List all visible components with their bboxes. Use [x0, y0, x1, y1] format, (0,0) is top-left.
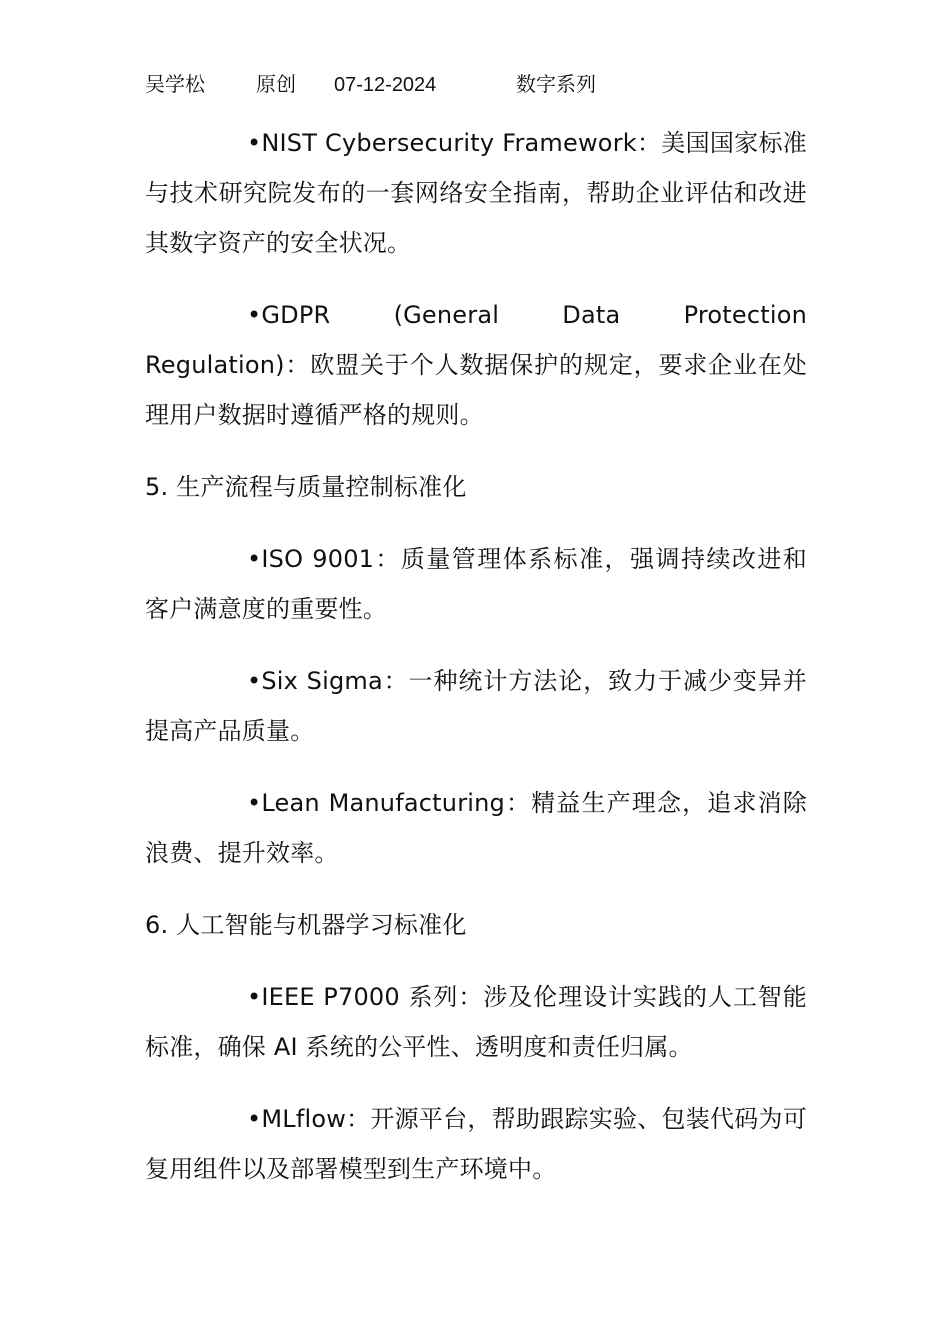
paragraph-six-sigma: •Six Sigma：一种统计方法论，致力于减少变异并提高产品质量。	[145, 667, 807, 745]
paragraph-gap	[145, 268, 807, 290]
paragraph-nist: •NIST Cybersecurity Framework：美国国家标准与技术研究院发布的一套网络安全指南，帮助企业评估和改进其数字资产的安全状况。	[145, 129, 807, 257]
paragraph-gap	[145, 950, 807, 972]
header-series: 数字系列	[516, 74, 596, 96]
paragraph-gap	[145, 634, 807, 656]
paragraph-gap	[145, 512, 807, 534]
section-heading-6: 6. 人工智能与机器学习标准化	[145, 911, 467, 939]
paragraph-gap	[145, 440, 807, 462]
document-body	[145, 118, 807, 1194]
paragraph-lean-manufacturing: •Lean Manufacturing：精益生产理念，追求消除浪费、提升效率。	[145, 789, 807, 867]
paragraph-gdpr: •GDPR (General Data Protection Regulation)：欧盟关于个人数据保护的规定，要求企业在处理用户数据时遵循严格的规则。	[145, 301, 807, 429]
paragraph-gap	[145, 1072, 807, 1094]
header-author: 吴学松	[145, 74, 205, 96]
paragraph-mlflow: •MLflow：开源平台，帮助跟踪实验、包装代码为可复用组件以及部署模型到生产环境中。	[145, 1105, 807, 1183]
header-date: 07-12-2024	[334, 74, 437, 96]
header-type: 原创	[256, 74, 296, 96]
section-heading-5: 5. 生产流程与质量控制标准化	[145, 473, 467, 501]
paragraph-iso9001: •ISO 9001：质量管理体系标准，强调持续改进和客户满意度的重要性。	[145, 545, 807, 623]
page-header	[145, 70, 596, 100]
paragraph-gap	[145, 756, 807, 778]
paragraph-ieee-p7000: •IEEE P7000 系列：涉及伦理设计实践的人工智能标准，确保 AI 系统的公平性、透明度和责任归属。	[145, 983, 807, 1061]
paragraph-gap	[145, 878, 807, 900]
